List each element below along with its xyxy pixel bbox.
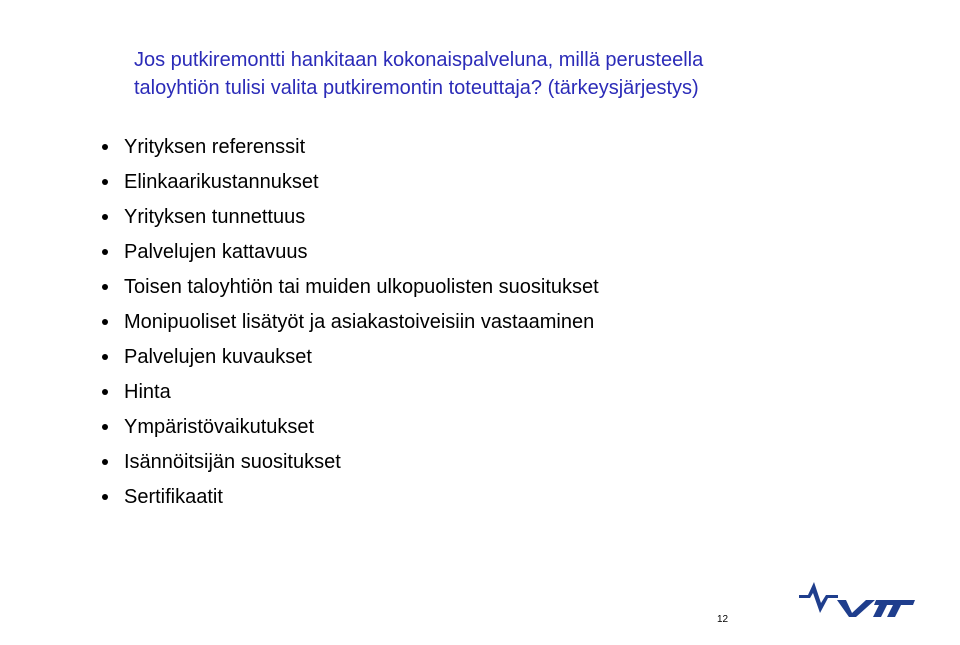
bullet-dot-icon: [102, 319, 108, 325]
bullet-item: [100, 165, 599, 200]
bullet-dot-icon: [102, 284, 108, 290]
bullet-list: [100, 130, 599, 515]
bullet-text: Palvelujen kattavuus: [124, 241, 308, 263]
bullet-dot-icon: [102, 459, 108, 465]
page-number: 12: [717, 614, 729, 625]
bullet-text: Elinkaarikustannukset: [124, 171, 319, 193]
bullet-dot-icon: [102, 494, 108, 500]
bullet-text: Isännöitsijän suositukset: [124, 451, 341, 473]
bullet-dot-icon: [102, 144, 108, 150]
bullet-text: Ympäristövaikutukset: [124, 416, 315, 438]
bullet-text: Yrityksen referenssit: [124, 136, 306, 158]
bullet-text: Hinta: [124, 381, 171, 403]
bullet-text: Monipuoliset lisätyöt ja asiakastoiveisiin vastaaminen: [124, 311, 595, 333]
bullet-dot-icon: [102, 179, 108, 185]
bullet-dot-icon: [102, 424, 108, 430]
bullet-item: [100, 410, 599, 445]
slide-title: [134, 46, 914, 102]
title-line-1: Jos putkiremontti hankitaan kokonaispalveluna, millä perusteella: [134, 49, 704, 71]
vtt-logo-icon: [796, 575, 916, 620]
bullet-text: Toisen taloyhtiön tai muiden ulkopuolisten suositukset: [124, 276, 599, 298]
bullet-dot-icon: [102, 249, 108, 255]
bullet-item: [100, 375, 599, 410]
bullet-item: [100, 235, 599, 270]
bullet-item: [100, 445, 599, 480]
bullet-text: Palvelujen kuvaukset: [124, 346, 312, 368]
title-line-2: taloyhtiön tulisi valita putkiremontin toteuttaja? (tärkeysjärjestys): [134, 77, 699, 99]
bullet-dot-icon: [102, 389, 108, 395]
bullet-dot-icon: [102, 214, 108, 220]
bullet-item: [100, 200, 599, 235]
bullet-item: [100, 480, 599, 515]
bullet-item: [100, 340, 599, 375]
bullet-item: [100, 130, 599, 165]
bullet-item: [100, 270, 599, 305]
bullet-text: Yrityksen tunnettuus: [124, 206, 306, 228]
bullet-text: Sertifikaatit: [124, 486, 223, 508]
bullet-dot-icon: [102, 354, 108, 360]
bullet-item: [100, 305, 599, 340]
